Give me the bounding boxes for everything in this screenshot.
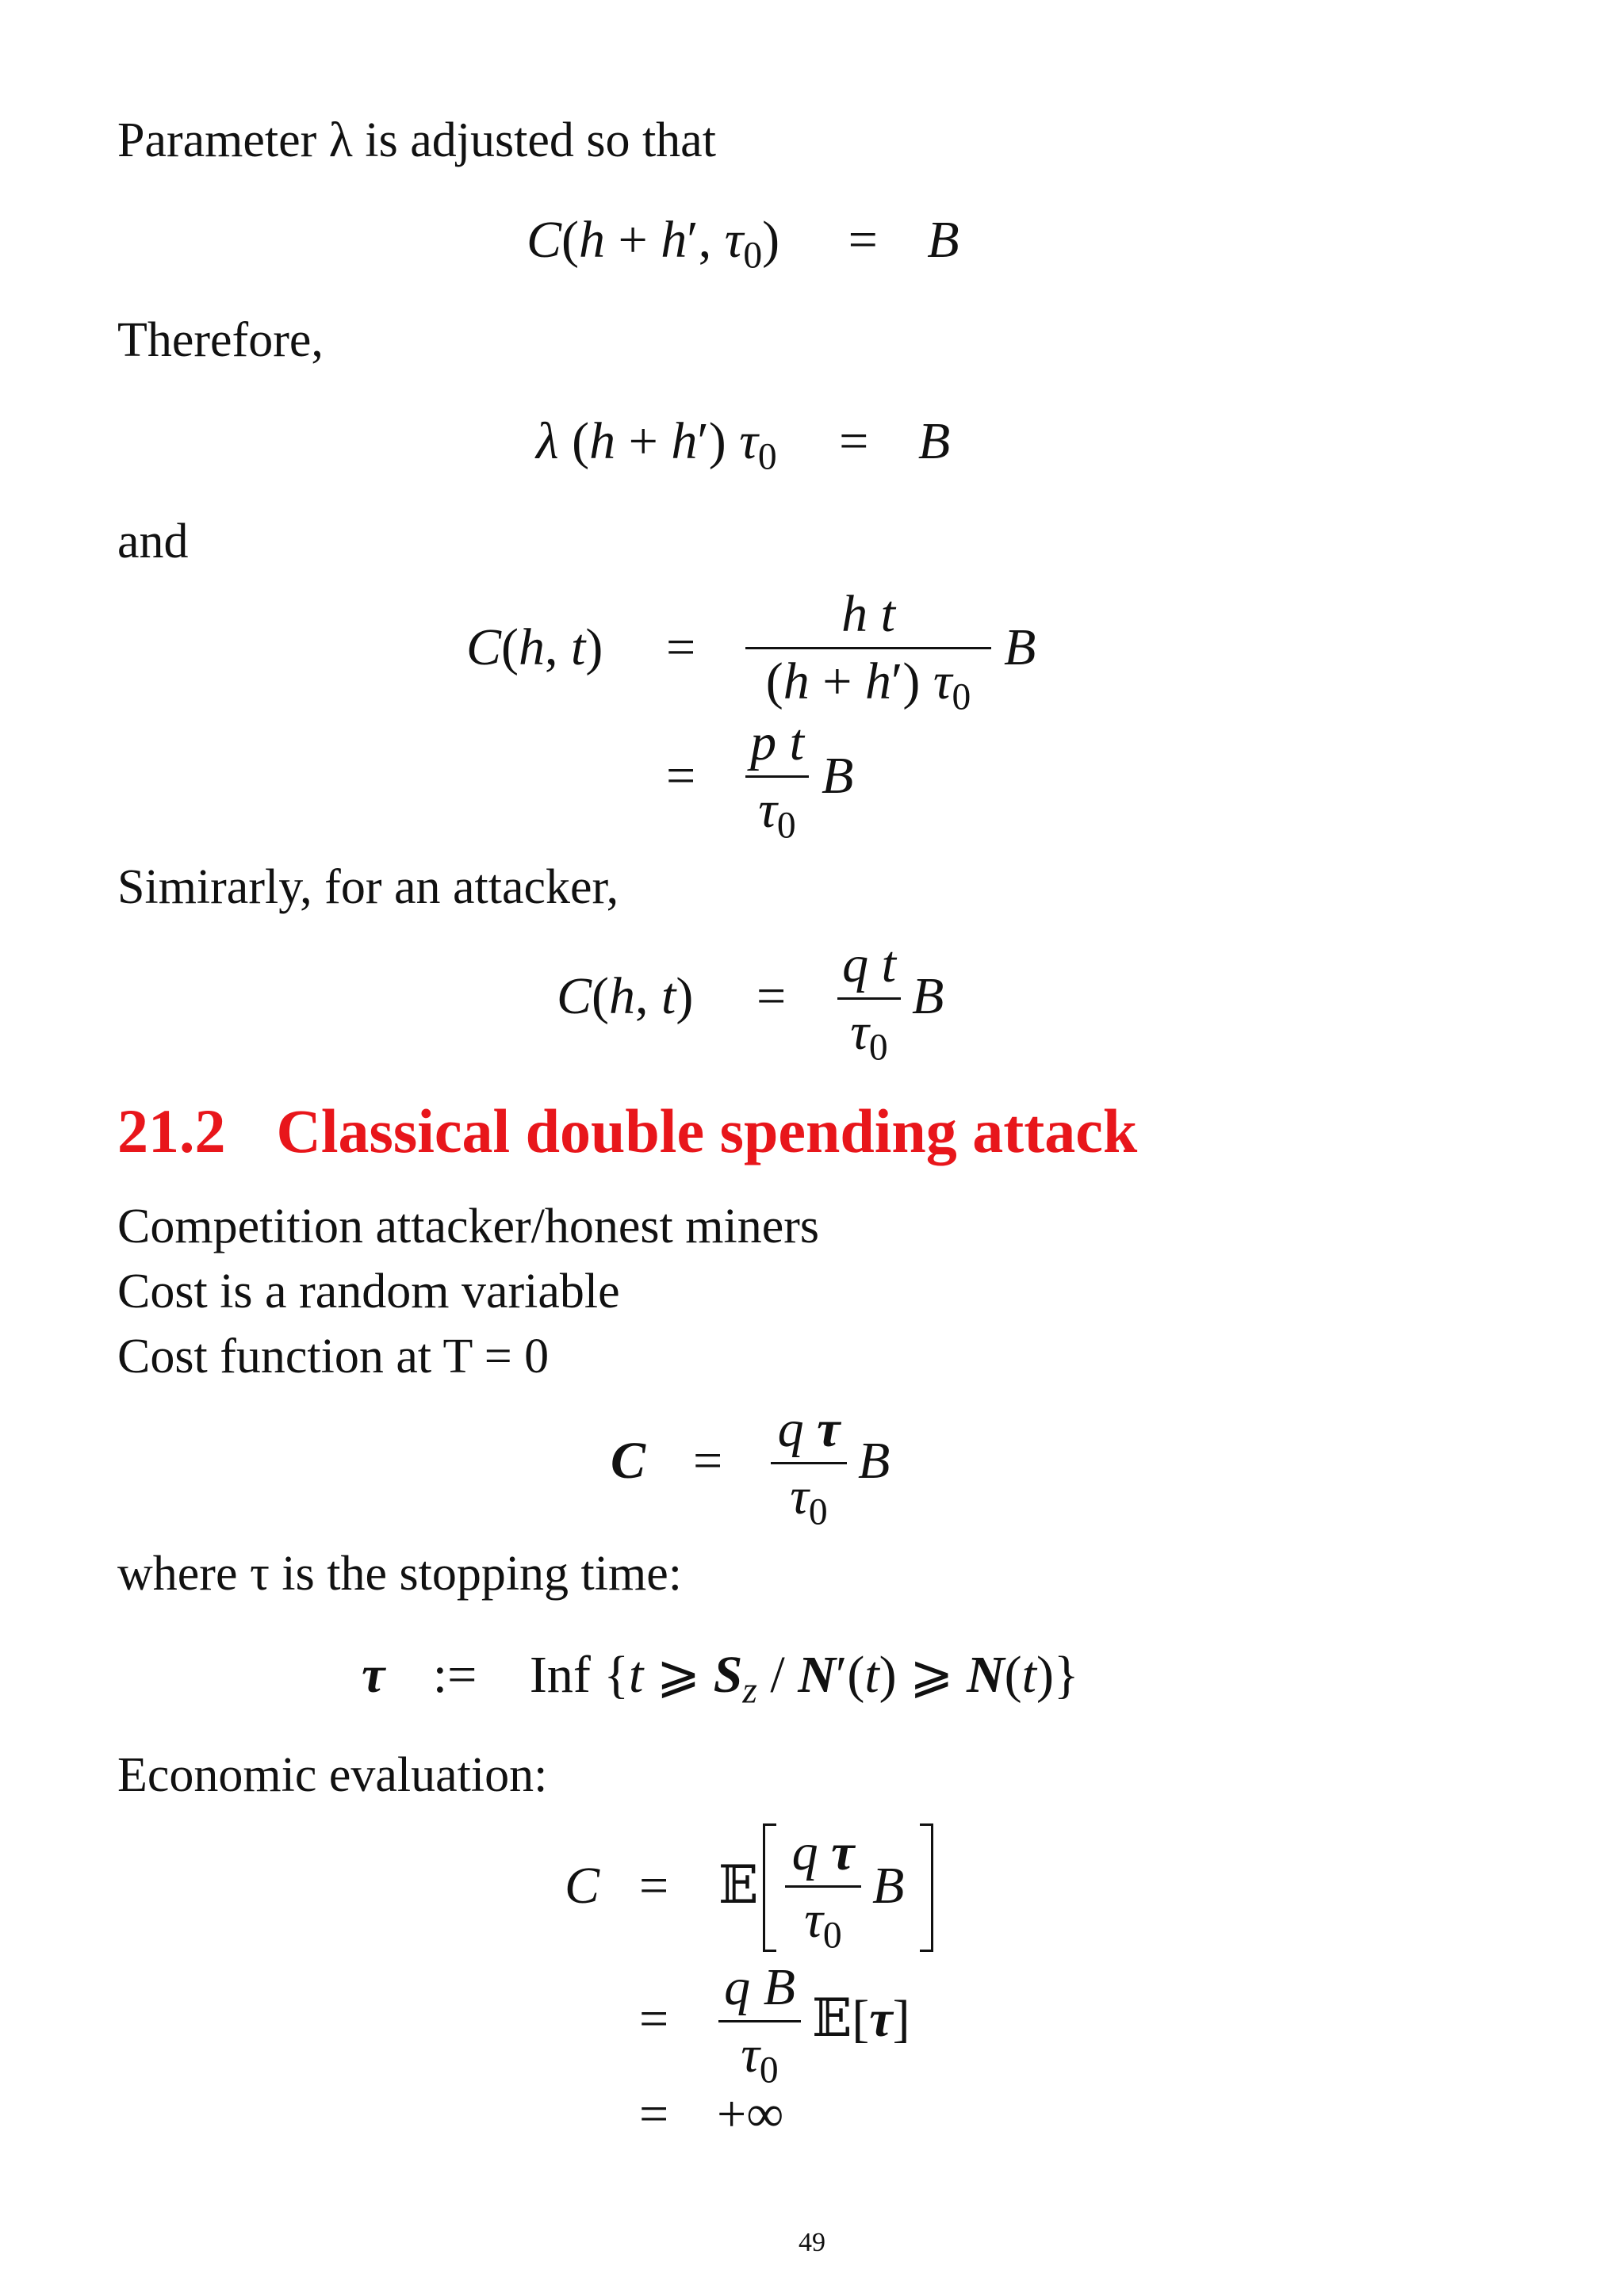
equation-7-left-bracket (763, 1823, 776, 1952)
paragraph-economic-evaluation (117, 1748, 548, 1802)
equation-5-lhs: C (611, 1432, 646, 1490)
section-heading (117, 1096, 1138, 1165)
equation-4-lhs: C(h, t) (557, 967, 694, 1025)
equation-7-equals-1: = (639, 1857, 669, 1915)
equation-3-b-2: B (822, 747, 854, 805)
equation-3-fraction-2: p t $\tau_0$ (745, 717, 809, 836)
equation-7-b: B (872, 1857, 905, 1915)
paragraph-text: Cost is a random variable (117, 1265, 620, 1318)
equation-5-b: B (858, 1432, 891, 1490)
equation-7-infinity: +∞ (717, 2085, 784, 2143)
paragraph-similarly (117, 860, 619, 914)
equation-7-expectation-1: 𝔼 (718, 1857, 759, 1915)
paragraph-and (117, 517, 189, 566)
equation-7-right-bracket (920, 1823, 933, 1952)
paragraph-text: Competition attacker/honest miners (117, 1200, 820, 1253)
equation-3-fraction-1: h t (h + h′) $\tau_0$ (745, 588, 991, 708)
equation-2: λ (h + h′) $\tau_0 = B$ (536, 412, 951, 478)
paragraph-cost-random (117, 1267, 620, 1316)
equation-3-lhs: C(h, t) (466, 618, 603, 676)
section-title: Classical double spending attack (276, 1096, 1138, 1165)
paragraph-text: Parameter λ is adjusted so that (117, 113, 716, 167)
equation-3-equals-2: = (666, 747, 696, 805)
paragraph-text: Simirarly, for an attacker, (117, 860, 619, 914)
paragraph-text: Economic evaluation: (117, 1748, 548, 1802)
paragraph-text: Therefore, (117, 313, 324, 367)
equation-4-equals: = (756, 967, 787, 1025)
equation-5-equals: = (693, 1432, 723, 1490)
equation-7-fraction-2: q B $\tau_0$ (718, 1961, 801, 2081)
equation-7-equals-3: = (639, 2085, 669, 2143)
equation-5-fraction: q τ $\tau_0$ (771, 1403, 847, 1523)
paragraph-parameter-lambda (117, 113, 716, 167)
paragraph-competition (117, 1202, 819, 1251)
paragraph-therefore (117, 313, 324, 367)
equation-1: C(h + h′, $\tau_0) = B$ (527, 211, 959, 277)
equation-7-expectation-2: 𝔼[τ] (812, 1990, 910, 2048)
paragraph-stopping-time (117, 1547, 682, 1601)
paragraph-cost-function (117, 1332, 549, 1381)
paragraph-text: and (117, 515, 189, 568)
equation-3-equals-1: = (666, 618, 696, 676)
section-number: 21.2 (117, 1096, 226, 1165)
equation-7-fraction-1: q τ $\tau_0$ (785, 1827, 861, 1946)
paragraph-text: where τ is the stopping time: (117, 1547, 682, 1601)
equation-3-b-1: B (1004, 618, 1036, 676)
equation-4-b: B (912, 967, 944, 1025)
equation-7-equals-2: = (639, 1990, 669, 2048)
equation-6: τ := Inf {t ⩾ $S_z / N'(t)$ ⩾ N(t)} (362, 1646, 1079, 1712)
equation-4-fraction: q t $\tau_0$ (837, 939, 901, 1058)
equation-7-lhs: C (565, 1857, 600, 1915)
paragraph-text: Cost function at T = 0 (117, 1330, 550, 1383)
page-number: 49 (799, 2228, 825, 2257)
